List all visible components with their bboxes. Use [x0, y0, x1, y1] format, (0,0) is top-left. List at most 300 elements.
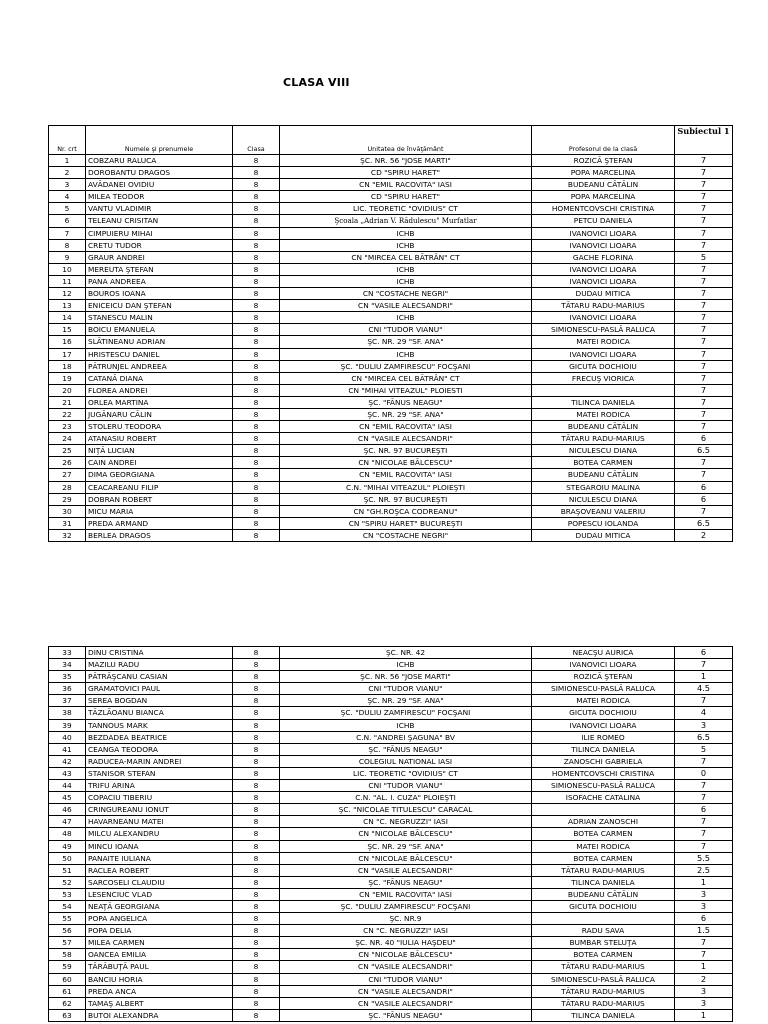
cell-profesor: TILINCA DANIELA — [532, 1009, 675, 1021]
cell-unitate: ICHB — [280, 227, 532, 239]
cell-name: BANCIU HORIA — [86, 973, 233, 985]
cell-profesor: HOMENTCOVSCHI CRISTINA — [532, 767, 675, 779]
cell-profesor: ROZICĂ ŞTEFAN — [532, 671, 675, 683]
cell-profesor: TĂTARU RADU-MARIUS — [532, 864, 675, 876]
table-row — [49, 433, 733, 445]
cell-unitate: ICHB — [280, 239, 532, 251]
table-row — [49, 312, 733, 324]
cell-clasa: 8 — [233, 348, 280, 360]
cell-subiect: 7 — [675, 372, 733, 384]
cell-subiect: 6.5 — [675, 731, 733, 743]
header-nr: Nr. crt — [49, 126, 86, 155]
cell-unitate: C.N. "ANDREI ŞAGUNA" BV — [280, 731, 532, 743]
cell-clasa: 8 — [233, 275, 280, 287]
cell-name: PĂTRUNJEL ANDREEA — [86, 360, 233, 372]
cell-profesor: GICUTA DOCHIOIU — [532, 360, 675, 372]
table-row — [49, 647, 733, 659]
table-row — [49, 155, 733, 167]
cell-nr: 10 — [49, 263, 86, 275]
cell-subiect: 7 — [675, 288, 733, 300]
cell-unitate: ŞC. "DULIU ZAMFIRESCU" FOCŞANI — [280, 707, 532, 719]
cell-nr: 51 — [49, 864, 86, 876]
header-profesor: Profesorul de la clasă — [532, 126, 675, 155]
cell-name: TANNOUS MARK — [86, 719, 233, 731]
cell-subiect: 6.5 — [675, 517, 733, 529]
table-row — [49, 937, 733, 949]
cell-nr: 16 — [49, 336, 86, 348]
table-row — [49, 719, 733, 731]
cell-clasa: 8 — [233, 695, 280, 707]
cell-nr: 47 — [49, 816, 86, 828]
cell-name: TĂZLĂOANU BIANCA — [86, 707, 233, 719]
cell-profesor: BOTEA CARMEN — [532, 949, 675, 961]
table-row — [49, 275, 733, 287]
table-row — [49, 961, 733, 973]
cell-nr: 45 — [49, 792, 86, 804]
cell-name: TAMAŞ ALBERT — [86, 997, 233, 1009]
cell-profesor: IVANOVICI LIOARA — [532, 227, 675, 239]
cell-nr: 50 — [49, 852, 86, 864]
table-row — [49, 227, 733, 239]
cell-clasa: 8 — [233, 167, 280, 179]
table-row — [49, 445, 733, 457]
table-row — [49, 743, 733, 755]
cell-clasa: 8 — [233, 457, 280, 469]
cell-unitate: ŞC. NR. 56 "JOSE MARTI" — [280, 155, 532, 167]
table-row — [49, 671, 733, 683]
cell-subiect: 7 — [675, 360, 733, 372]
cell-clasa: 8 — [233, 312, 280, 324]
cell-clasa: 8 — [233, 239, 280, 251]
cell-nr: 58 — [49, 949, 86, 961]
cell-clasa: 8 — [233, 755, 280, 767]
table-row — [49, 239, 733, 251]
cell-nr: 26 — [49, 457, 86, 469]
table-row — [49, 925, 733, 937]
cell-profesor: POPA MARCELINA — [532, 167, 675, 179]
cell-clasa: 8 — [233, 852, 280, 864]
cell-name: MAZILU RADU — [86, 659, 233, 671]
cell-subiect: 7 — [675, 457, 733, 469]
cell-subiect: 7 — [675, 348, 733, 360]
cell-name: POPA DELIA — [86, 925, 233, 937]
cell-profesor: NEACŞU AURICA — [532, 647, 675, 659]
cell-profesor: PETCU DANIELA — [532, 215, 675, 227]
cell-nr: 4 — [49, 191, 86, 203]
cell-name: ENICEICU DAN ŞTEFAN — [86, 300, 233, 312]
cell-nr: 52 — [49, 876, 86, 888]
cell-name: TELEANU CRISITAN — [86, 215, 233, 227]
cell-name: LESENCIUC VLAD — [86, 888, 233, 900]
cell-subiect: 5 — [675, 743, 733, 755]
cell-profesor: BUMBAR STELUŢA — [532, 937, 675, 949]
cell-profesor: TILINCA DANIELA — [532, 396, 675, 408]
table-header-row — [49, 126, 733, 155]
cell-nr: 56 — [49, 925, 86, 937]
cell-subiect: 5.5 — [675, 852, 733, 864]
cell-subiect: 6.5 — [675, 445, 733, 457]
cell-name: SLĂTINEANU ADRIAN — [86, 336, 233, 348]
cell-unitate: ŞC. "FĂNUS NEAGU" — [280, 1009, 532, 1021]
cell-nr: 6 — [49, 215, 86, 227]
cell-subiect: 3 — [675, 719, 733, 731]
cell-subiect: 1 — [675, 671, 733, 683]
cell-unitate: ŞC. NR. 40 "IULIA HAŞDEU" — [280, 937, 532, 949]
cell-profesor: IVANOVICI LIOARA — [532, 348, 675, 360]
cell-nr: 43 — [49, 767, 86, 779]
cell-name: CIMPUIERU MIHAI — [86, 227, 233, 239]
cell-clasa: 8 — [233, 828, 280, 840]
cell-clasa: 8 — [233, 937, 280, 949]
cell-subiect: 6 — [675, 493, 733, 505]
cell-unitate: Şcoala „Adrian V. Rădulescu" Murfatlar — [280, 215, 532, 227]
cell-clasa: 8 — [233, 179, 280, 191]
cell-unitate: ŞC. NR. 42 — [280, 647, 532, 659]
cell-nr: 62 — [49, 997, 86, 1009]
cell-nr: 53 — [49, 888, 86, 900]
cell-unitate: CN "EMIL RACOVITA" IASI — [280, 421, 532, 433]
cell-subiect: 7 — [675, 227, 733, 239]
cell-subiect: 7 — [675, 179, 733, 191]
cell-unitate: ŞC. NR. 97 BUCUREŞTI — [280, 445, 532, 457]
cell-subiect: 7 — [675, 408, 733, 420]
table-row — [49, 900, 733, 912]
cell-unitate: ŞC. NR. 29 "SF. ANA" — [280, 336, 532, 348]
cell-unitate: CN "MIRCEA CEL BĂTRÂN" CT — [280, 251, 532, 263]
cell-nr: 30 — [49, 505, 86, 517]
cell-profesor: ROZICĂ ŞTEFAN — [532, 155, 675, 167]
cell-unitate: ŞC. NR. 56 "JOSE MARTI" — [280, 671, 532, 683]
cell-name: JUGĂNARU CĂLIN — [86, 408, 233, 420]
cell-nr: 60 — [49, 973, 86, 985]
cell-unitate: ŞC. "FĂNUS NEAGU" — [280, 396, 532, 408]
cell-nr: 38 — [49, 707, 86, 719]
cell-name: GRAMATOVICI PAUL — [86, 683, 233, 695]
cell-clasa: 8 — [233, 671, 280, 683]
cell-clasa: 8 — [233, 888, 280, 900]
cell-profesor: BUDEANU CĂTĂLIN — [532, 179, 675, 191]
table-row — [49, 263, 733, 275]
cell-subiect: 3 — [675, 985, 733, 997]
cell-clasa: 8 — [233, 433, 280, 445]
cell-clasa: 8 — [233, 251, 280, 263]
table-row — [49, 372, 733, 384]
cell-nr: 41 — [49, 743, 86, 755]
table-row — [49, 997, 733, 1009]
cell-subiect: 6 — [675, 804, 733, 816]
cell-subiect: 7 — [675, 191, 733, 203]
cell-nr: 40 — [49, 731, 86, 743]
table-row — [49, 179, 733, 191]
cell-clasa: 8 — [233, 780, 280, 792]
cell-name: CAIN ANDREI — [86, 457, 233, 469]
cell-subiect: 6 — [675, 481, 733, 493]
cell-unitate: C.N. "AL. I. CUZA" PLOIEŞTI — [280, 792, 532, 804]
cell-name: BUTOI ALEXANDRA — [86, 1009, 233, 1021]
cell-nr: 46 — [49, 804, 86, 816]
cell-nr: 42 — [49, 755, 86, 767]
cell-nr: 23 — [49, 421, 86, 433]
cell-unitate: CNI "TUDOR VIANU" — [280, 973, 532, 985]
cell-name: POPA ANGELICA — [86, 913, 233, 925]
cell-clasa: 8 — [233, 767, 280, 779]
cell-unitate: CN "NICOLAE BĂLCESCU" — [280, 949, 532, 961]
cell-name: VANTU VLADIMIR — [86, 203, 233, 215]
header-name: Numele şi prenumele — [86, 126, 233, 155]
cell-subiect: 7 — [675, 167, 733, 179]
cell-name: HRISTESCU DANIEL — [86, 348, 233, 360]
cell-nr: 24 — [49, 433, 86, 445]
cell-name: CEACAREANU FILIP — [86, 481, 233, 493]
cell-nr: 28 — [49, 481, 86, 493]
cell-unitate: ŞC. NR. 97 BUCUREŞTI — [280, 493, 532, 505]
table-row — [49, 517, 733, 529]
cell-profesor: SIMIONESCU-PASLĂ RALUCA — [532, 973, 675, 985]
cell-profesor — [532, 913, 675, 925]
cell-clasa: 8 — [233, 973, 280, 985]
cell-clasa: 8 — [233, 731, 280, 743]
cell-name: CEANGA TEODORA — [86, 743, 233, 755]
table-row — [49, 888, 733, 900]
table-row — [49, 336, 733, 348]
table-row — [49, 191, 733, 203]
cell-subiect: 7 — [675, 215, 733, 227]
cell-unitate: CNI "TUDOR VIANU" — [280, 324, 532, 336]
cell-clasa: 8 — [233, 372, 280, 384]
cell-subiect: 2.5 — [675, 864, 733, 876]
cell-subiect: 7 — [675, 239, 733, 251]
cell-profesor: TĂTARU RADU-MARIUS — [532, 961, 675, 973]
cell-profesor — [532, 384, 675, 396]
table-row — [49, 804, 733, 816]
cell-subiect: 2 — [675, 973, 733, 985]
page-title: CLASA VIII — [283, 76, 350, 89]
cell-nr: 2 — [49, 167, 86, 179]
cell-profesor: IVANOVICI LIOARA — [532, 312, 675, 324]
cell-clasa: 8 — [233, 647, 280, 659]
cell-unitate: ICHB — [280, 275, 532, 287]
cell-name: SARCOSELI CLAUDIU — [86, 876, 233, 888]
cell-clasa: 8 — [233, 191, 280, 203]
cell-profesor: NICULESCU DIANA — [532, 493, 675, 505]
cell-subiect: 7 — [675, 421, 733, 433]
cell-profesor: TĂTARU RADU-MARIUS — [532, 985, 675, 997]
cell-name: RACLEA ROBERT — [86, 864, 233, 876]
cell-unitate: CN "VASILE ALECSANDRI" — [280, 864, 532, 876]
cell-name: BEZDADEA BEATRICE — [86, 731, 233, 743]
cell-subiect: 7 — [675, 263, 733, 275]
table-row — [49, 469, 733, 481]
cell-unitate: ŞC. "DULIU ZAMFIRESCU" FOCŞANI — [280, 360, 532, 372]
cell-unitate: CD "SPIRU HARET" — [280, 167, 532, 179]
header-unitate: Unitatea de învăţământ — [280, 126, 532, 155]
cell-subiect: 3 — [675, 888, 733, 900]
cell-clasa: 8 — [233, 408, 280, 420]
cell-name: OANCEA EMILIA — [86, 949, 233, 961]
cell-subiect: 7 — [675, 275, 733, 287]
cell-nr: 57 — [49, 937, 86, 949]
cell-clasa: 8 — [233, 155, 280, 167]
cell-subiect: 7 — [675, 312, 733, 324]
cell-subiect: 1 — [675, 961, 733, 973]
cell-clasa: 8 — [233, 913, 280, 925]
cell-subiect: 7 — [675, 469, 733, 481]
cell-unitate: CN "COSTACHE NEGRI" — [280, 529, 532, 541]
cell-nr: 15 — [49, 324, 86, 336]
cell-subiect: 7 — [675, 755, 733, 767]
cell-clasa: 8 — [233, 683, 280, 695]
cell-unitate: LIC. TEORETIC "OVIDIUS" CT — [280, 767, 532, 779]
cell-name: TĂRĂBUŢĂ PAUL — [86, 961, 233, 973]
cell-unitate: ŞC. "FĂNUS NEAGU" — [280, 876, 532, 888]
cell-name: COPACIU TIBERIU — [86, 792, 233, 804]
cell-subiect: 7 — [675, 396, 733, 408]
cell-profesor: SIMIONESCU-PASLĂ RALUCA — [532, 324, 675, 336]
cell-subiect: 3 — [675, 997, 733, 1009]
cell-name: BERLEA DRAGOS — [86, 529, 233, 541]
cell-name: CRINGUREANU IONUT — [86, 804, 233, 816]
cell-profesor: IVANOVICI LIOARA — [532, 263, 675, 275]
cell-subiect: 7 — [675, 816, 733, 828]
results-table-1 — [48, 125, 733, 542]
cell-unitate: CN "EMIL RACOVITA" IASI — [280, 179, 532, 191]
cell-unitate: ŞC. "NICOLAE TITULESCU" CARACAL — [280, 804, 532, 816]
table-row — [49, 852, 733, 864]
cell-clasa: 8 — [233, 792, 280, 804]
cell-profesor: POPESCU IOLANDA — [532, 517, 675, 529]
cell-clasa: 8 — [233, 360, 280, 372]
cell-clasa: 8 — [233, 336, 280, 348]
cell-clasa: 8 — [233, 505, 280, 517]
cell-clasa: 8 — [233, 215, 280, 227]
cell-profesor: ADRIAN ZANOSCHI — [532, 816, 675, 828]
cell-nr: 54 — [49, 900, 86, 912]
cell-nr: 59 — [49, 961, 86, 973]
table-row — [49, 408, 733, 420]
cell-nr: 20 — [49, 384, 86, 396]
cell-unitate: CN "SPIRU HARET" BUCUREŞTI — [280, 517, 532, 529]
table-row — [49, 792, 733, 804]
cell-nr: 31 — [49, 517, 86, 529]
cell-clasa: 8 — [233, 876, 280, 888]
cell-name: ATANASIU ROBERT — [86, 433, 233, 445]
cell-name: AVĂDANEI OVIDIU — [86, 179, 233, 191]
cell-name: MILEA CARMEN — [86, 937, 233, 949]
cell-nr: 37 — [49, 695, 86, 707]
cell-subiect: 7 — [675, 780, 733, 792]
cell-unitate: ICHB — [280, 312, 532, 324]
cell-profesor: NICULESCU DIANA — [532, 445, 675, 457]
cell-subiect: 7 — [675, 828, 733, 840]
cell-profesor: BUDEANU CĂTĂLIN — [532, 469, 675, 481]
cell-clasa: 8 — [233, 493, 280, 505]
cell-unitate: C.N. "MIHAI VITEAZUL" PLOIEŞTI — [280, 481, 532, 493]
cell-profesor: IVANOVICI LIOARA — [532, 239, 675, 251]
table-row — [49, 840, 733, 852]
cell-profesor: GICUTA DOCHIOIU — [532, 900, 675, 912]
cell-profesor: IVANOVICI LIOARA — [532, 275, 675, 287]
cell-profesor: RADU SAVA — [532, 925, 675, 937]
cell-name: MEREUTA ŞTEFAN — [86, 263, 233, 275]
cell-profesor: TĂTARU RADU-MARIUS — [532, 300, 675, 312]
cell-name: COBZARU RALUCA — [86, 155, 233, 167]
cell-unitate: ICHB — [280, 348, 532, 360]
cell-subiect: 7 — [675, 300, 733, 312]
cell-name: PREDA ANCA — [86, 985, 233, 997]
cell-nr: 5 — [49, 203, 86, 215]
cell-unitate: CN "VASILE ALECSANDRI" — [280, 997, 532, 1009]
cell-profesor: ZANOSCHI GABRIELA — [532, 755, 675, 767]
cell-subiect: 7 — [675, 937, 733, 949]
cell-name: CATANĂ DIANA — [86, 372, 233, 384]
cell-nr: 13 — [49, 300, 86, 312]
cell-unitate: CN "C. NEGRUZZI" IASI — [280, 816, 532, 828]
cell-name: NIŢĂ LUCIAN — [86, 445, 233, 457]
cell-unitate: CN "NICOLAE BĂLCESCU" — [280, 828, 532, 840]
cell-profesor: SIMIONESCU-PASLĂ RALUCA — [532, 780, 675, 792]
cell-profesor: MATEI RODICA — [532, 840, 675, 852]
table-row — [49, 659, 733, 671]
cell-profesor: BOTEA CARMEN — [532, 852, 675, 864]
cell-profesor: FRECUŞ VIORICA — [532, 372, 675, 384]
cell-nr: 9 — [49, 251, 86, 263]
cell-name: RADUCEA-MARIN ANDREI — [86, 755, 233, 767]
cell-subiect: 7 — [675, 840, 733, 852]
cell-nr: 14 — [49, 312, 86, 324]
cell-nr: 44 — [49, 780, 86, 792]
cell-unitate: CN "NICOLAE BĂLCESCU" — [280, 457, 532, 469]
table-row — [49, 300, 733, 312]
cell-nr: 48 — [49, 828, 86, 840]
cell-clasa: 8 — [233, 816, 280, 828]
cell-name: DOBRAN ROBERT — [86, 493, 233, 505]
table-row — [49, 421, 733, 433]
cell-name: BOUROS IOANA — [86, 288, 233, 300]
table-row — [49, 731, 733, 743]
cell-profesor: MATEI RODICA — [532, 408, 675, 420]
cell-name: DINU CRISTINA — [86, 647, 233, 659]
cell-clasa: 8 — [233, 421, 280, 433]
cell-name: MILEA TEODOR — [86, 191, 233, 203]
table-row — [49, 167, 733, 179]
cell-unitate: CN "GH.ROŞCA CODREANU" — [280, 505, 532, 517]
table-row — [49, 324, 733, 336]
table-row — [49, 396, 733, 408]
cell-unitate: CN "EMIL RACOVITA" IASI — [280, 469, 532, 481]
cell-nr: 19 — [49, 372, 86, 384]
cell-profesor: BOTEA CARMEN — [532, 828, 675, 840]
cell-name: MINCU IOANA — [86, 840, 233, 852]
cell-clasa: 8 — [233, 949, 280, 961]
cell-unitate: ŞC. NR. 29 "SF. ANA" — [280, 408, 532, 420]
cell-clasa: 8 — [233, 324, 280, 336]
cell-clasa: 8 — [233, 445, 280, 457]
cell-profesor: DUDAU MITICA — [532, 529, 675, 541]
cell-name: DOROBANTU DRAGOS — [86, 167, 233, 179]
cell-clasa: 8 — [233, 864, 280, 876]
cell-name: FLOREA ANDREI — [86, 384, 233, 396]
header-clasa: Clasa — [233, 126, 280, 155]
cell-name: DIMA GEORGIANA — [86, 469, 233, 481]
cell-name: MILCU ALEXANDRU — [86, 828, 233, 840]
results-table-2 — [48, 646, 733, 1022]
table-row — [49, 348, 733, 360]
cell-clasa: 8 — [233, 263, 280, 275]
cell-profesor: SIMIONESCU-PASLĂ RALUCA — [532, 683, 675, 695]
cell-name: NEAŢĂ GEORGIANA — [86, 900, 233, 912]
cell-nr: 39 — [49, 719, 86, 731]
cell-unitate: CN "C. NEGRUZZI" IASI — [280, 925, 532, 937]
